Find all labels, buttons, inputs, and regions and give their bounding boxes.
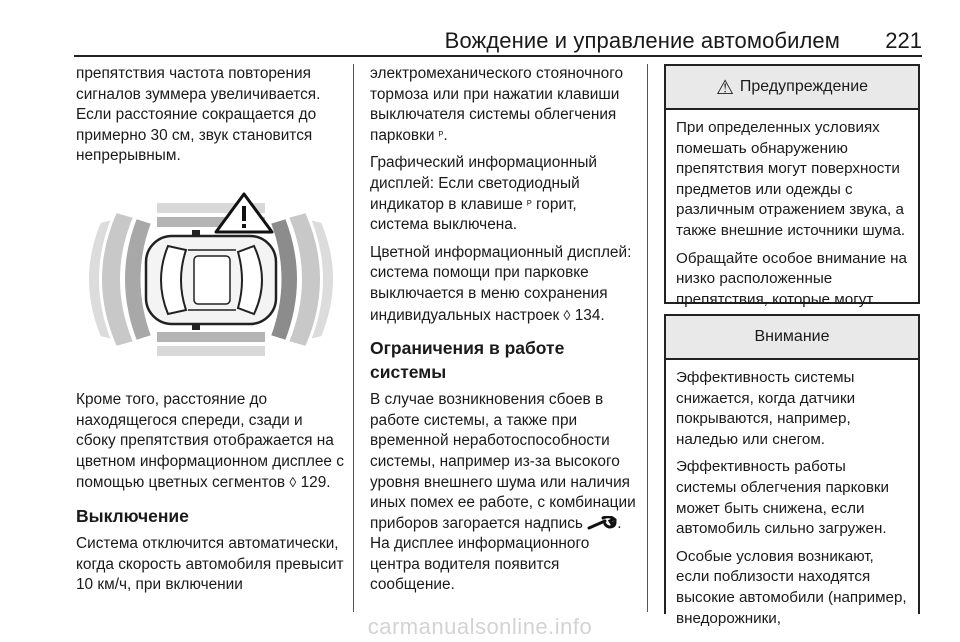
warning-box xyxy=(664,64,920,308)
page-number: 221 xyxy=(885,28,922,53)
watermark: carmanualsonline.info xyxy=(367,614,593,639)
column-divider-1 xyxy=(353,64,354,612)
col2-paragraph-2: Графический информационный дисплей: Если светодиодный индикатор в клавише ᴾ горит, система выключена. xyxy=(370,154,597,234)
page-ref-icon: ◊ xyxy=(563,306,571,323)
warning-paragraph-1: При определенных условиях помешать обнаружению препятствия могут поверхности предметов или одежды с различным отражением звука, а также внешние источники шума. xyxy=(676,119,906,239)
caution-box xyxy=(664,314,920,627)
col1-paragraph-1: препятствия частота повторения сигналов зуммера увеличивается. Если расстояние сокращается до примерно 30 см, звук становится непрерывным. xyxy=(76,65,321,165)
column-2 xyxy=(370,64,638,603)
col2-paragraph-1: электромеханического стояночного тормоза или при нажатии клавиши выключателя системы облегчения парковки ᴾ. xyxy=(370,65,624,144)
caution-paragraph-3: Особые условия возникают, если поблизости находятся высокие автомобили (например, внедорожники, xyxy=(676,547,907,627)
car-top-view-icon xyxy=(146,230,276,330)
section-title-limits: Ограничения в работе системы xyxy=(370,338,565,383)
caution-box-header xyxy=(666,316,918,360)
col2-paragraph-4: В случае возникновения сбоев в работе системы, а также при временной неработоспособности системы, например из-за высокого уровня внешнего шума или наличия иных помех ее работе, с комбинации приборов загорается надпись . На дисплее информационного центра водителя появится сообщение. xyxy=(370,391,636,594)
front-sensor-segments xyxy=(270,212,334,347)
caution-paragraph-2: Эффективность работы системы облегчения парковки может быть снижена, если автомобиль сильно загружен. xyxy=(676,458,890,538)
parking-sensor-figure xyxy=(76,192,346,367)
column-1 xyxy=(76,64,344,174)
caution-paragraph-1: Эффективность системы снижается, когда датчики покрываются, например, наледью или снегом. xyxy=(676,369,856,448)
col2-paragraph-3: Цветной информационный дисплей: система помощи при парковке выключается в меню сохранения индивидуальных настроек ◊ 134. xyxy=(370,243,632,324)
column-1-lower xyxy=(76,390,344,603)
warning-triangle-icon: ⚠ xyxy=(715,76,734,99)
column-divider-2 xyxy=(647,64,648,612)
page-ref-icon: ◊ xyxy=(289,474,297,491)
caution-box-title: Внимание xyxy=(754,328,830,345)
warning-box-header xyxy=(666,66,918,110)
parking-key-icon: ᴾ xyxy=(438,129,444,142)
col1-paragraph-3: Система отключится автоматически, когда скорость автомобиля превысит 10 км/ч, при включении xyxy=(76,534,344,594)
col1-paragraph-2: Кроме того, расстояние до находящегося спереди, сзади и сбоку препятствия отображается на цветном информационном дисплее с помощью цветных сегментов ◊ 129. xyxy=(76,391,344,492)
page-title: Вождение и управление автомобилем xyxy=(444,28,840,53)
section-title-off: Выключение xyxy=(76,505,189,526)
warning-box-title: Предупреждение xyxy=(739,78,869,95)
rear-sensor-segments xyxy=(88,212,152,347)
wrench-icon xyxy=(587,516,617,530)
caution-box-body xyxy=(666,360,918,629)
page-header xyxy=(74,28,922,56)
header-divider xyxy=(74,55,922,57)
parking-key-icon: ᴾ xyxy=(527,198,532,211)
warning-paragraph-2: Обращайте особое внимание на низко расположенные препятствия, которые могут xyxy=(676,249,907,308)
